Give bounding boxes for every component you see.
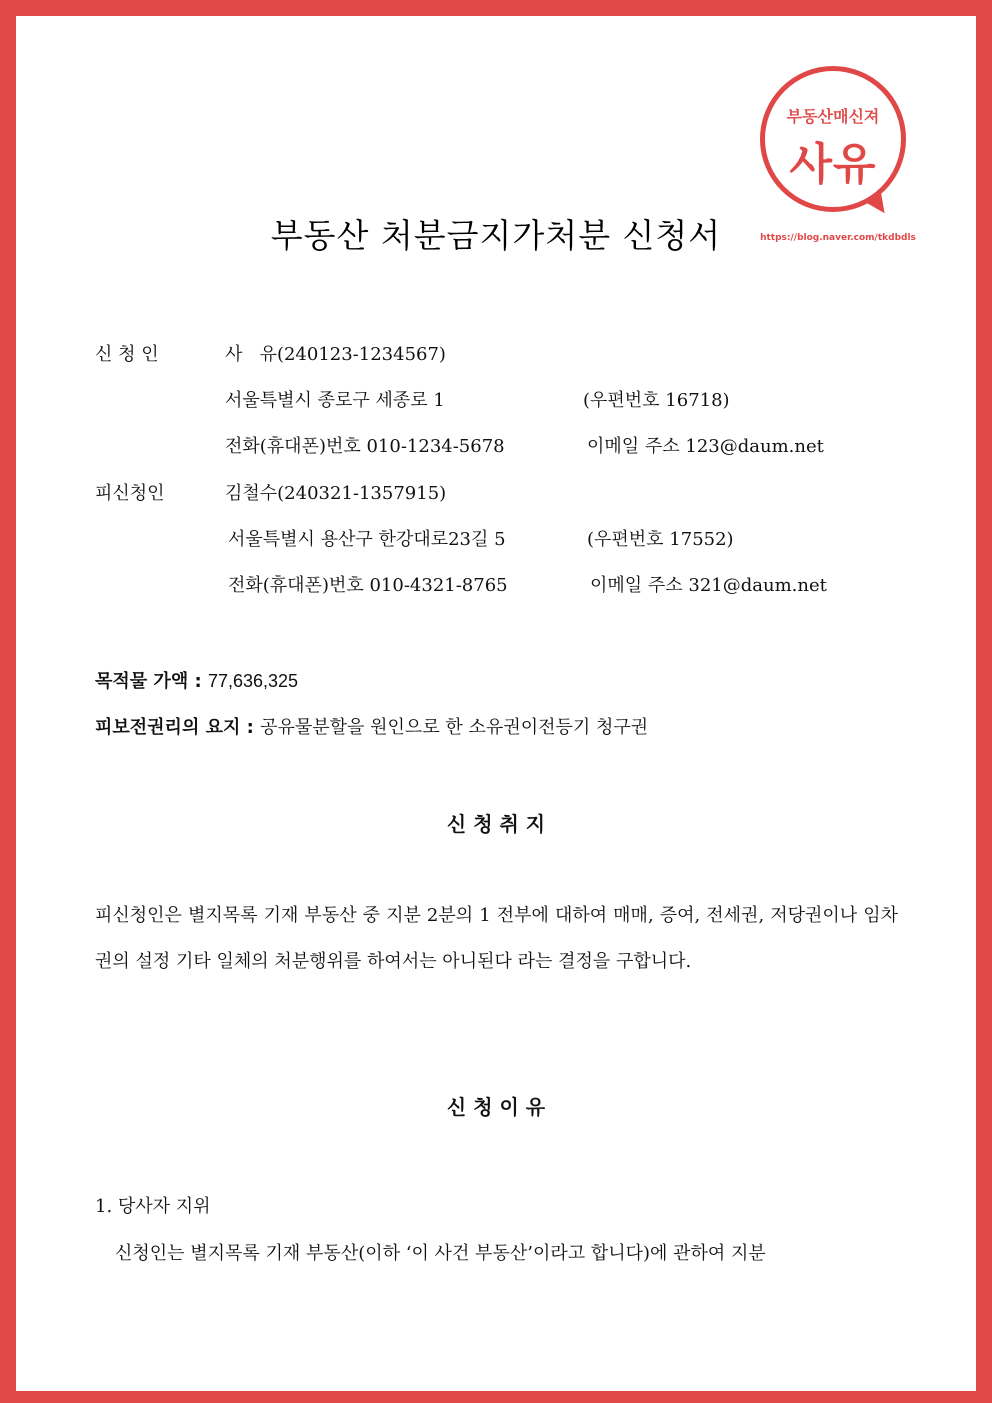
right-summary-value: 공유물분할을 원인으로 한 소유권이전등기 청구권 (260, 717, 649, 738)
target-value-amount: 77,636,325 (207, 671, 299, 691)
reason-section1-text: 신청인는 별지목록 기재 부동산(이하 ‘이 사건 부동산’이라고 합니다)에 관하여 지분 (115, 1243, 766, 1264)
respondent-email: 이메일 주소 321@daum.net (590, 575, 827, 596)
reason-heading: 신 청 이 유 (446, 1095, 546, 1119)
applicant-address: 서울특별시 종로구 세종로 1 (225, 390, 445, 411)
right-summary-label: 피보전권리의 요지 (95, 717, 241, 738)
target-value-line (95, 667, 298, 693)
applicant-postal: (우편번호 16718) (583, 390, 730, 411)
target-value-colon: : (188, 671, 208, 692)
applicant-phone: 전화(휴대폰)번호 010-1234-5678 (225, 436, 505, 457)
applicant-email: 이메일 주소 123@daum.net (587, 436, 824, 457)
target-value-label: 목적물 가액 (95, 671, 189, 692)
logo-main-text: 사유 (789, 139, 877, 190)
purpose-heading: 신 청 취 지 (446, 812, 546, 836)
purpose-text: 피신청인은 별지목록 기재 부동산 중 지분 2분의 1 전부에 대하여 매매, 증여, 전세권, 저당권이나 임차권의 설정 기타 일체의 처분행위를 하여서는 아니된다 라는 결정을 구합니다. (95, 905, 898, 972)
respondent-name-id: 김철수(240321-1357915) (225, 483, 447, 504)
document-title: 부동산 처분금지가처분 신청서 (270, 216, 722, 255)
respondent-phone: 전화(휴대폰)번호 010-4321-8765 (228, 575, 508, 596)
respondent-address: 서울특별시 용산구 한강대로23길 5 (228, 529, 506, 550)
applicant-label: 신 청 인 (95, 344, 159, 365)
right-summary-colon: : (240, 717, 261, 738)
respondent-label: 피신청인 (95, 483, 165, 504)
logo-url: https://blog.naver.com/tkdbdls (760, 233, 916, 243)
right-summary-line (95, 713, 648, 739)
reason-section1-title: 1. 당사자 지위 (95, 1196, 211, 1217)
respondent-postal: (우편번호 17552) (587, 529, 734, 550)
applicant-name-id: 사 유(240123-1234567) (225, 344, 446, 365)
logo-top-text: 부동산매신져 (786, 107, 880, 126)
